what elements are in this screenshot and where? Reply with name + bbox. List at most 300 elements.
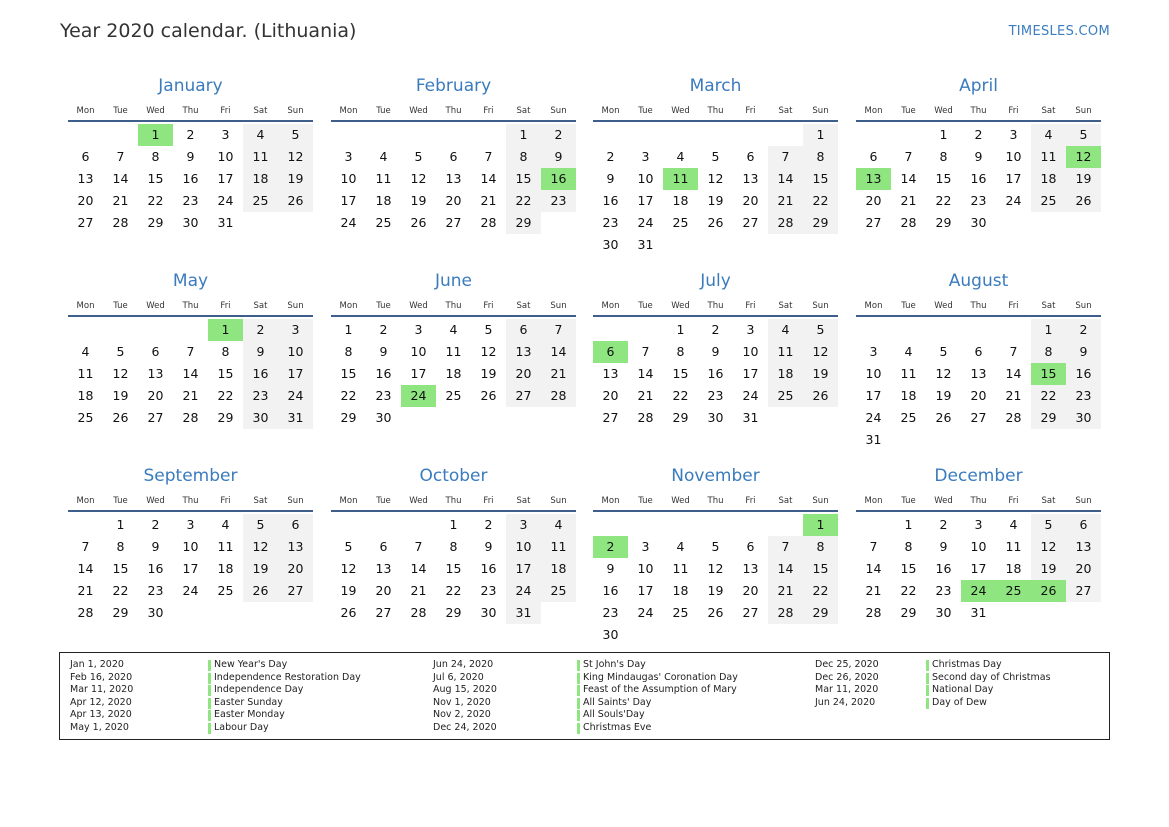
day-cell: 27 [77, 215, 94, 230]
day-cell: 22 [672, 388, 689, 403]
weekday-label: Sun [287, 496, 304, 506]
month-title: April [959, 76, 998, 96]
day-cell: 15 [803, 168, 838, 190]
day-cell: 3 [641, 149, 650, 164]
holiday-day-cell: 24 [961, 580, 996, 602]
month-title: July [700, 271, 731, 291]
day-cell: 21 [541, 363, 576, 385]
weekday-label: Sat [1041, 496, 1056, 506]
holiday-date: Mar 11, 2020 [815, 684, 879, 696]
holiday-date: May 1, 2020 [70, 722, 129, 733]
weekday-label: Tue [638, 496, 653, 506]
day-cell: 19 [112, 388, 129, 403]
day-cell: 14 [900, 171, 917, 186]
day-cell: 16 [602, 583, 619, 598]
day-cell: 19 [410, 193, 427, 208]
month-title: January [158, 76, 223, 96]
day-cell: 14 [865, 561, 882, 576]
day-cell: 24 [506, 580, 541, 602]
day-cell: 23 [480, 583, 497, 598]
holiday-name: Second day of Christmas [926, 672, 1051, 684]
day-cell: 24 [865, 410, 882, 425]
day-cell: 15 [112, 561, 129, 576]
weekday-label: Mon [339, 301, 358, 311]
day-cell: 17 [410, 366, 427, 381]
weekday-label: Fri [745, 496, 756, 506]
day-cell: 12 [707, 561, 724, 576]
weekday-label: Sat [778, 496, 793, 506]
weekday-label: Thu [707, 106, 724, 116]
holiday-date: Jul 6, 2020 [433, 671, 484, 683]
day-cell: 18 [672, 193, 689, 208]
day-cell: 9 [484, 539, 493, 554]
day-cell: 26 [243, 580, 278, 602]
day-cell: 17 [865, 388, 882, 403]
day-cell: 10 [637, 561, 654, 576]
weekday-label: Sun [1075, 106, 1092, 116]
day-cell: 2 [974, 127, 983, 142]
day-cell: 5 [344, 539, 353, 554]
holiday-name: New Year's Day [208, 659, 287, 671]
day-cell: 1 [344, 322, 353, 337]
weekday-label: Thu [182, 106, 199, 116]
day-cell: 8 [506, 146, 541, 168]
day-cell: 29 [147, 215, 164, 230]
day-cell: 29 [803, 212, 838, 234]
day-cell: 12 [340, 561, 357, 576]
day-cell: 20 [506, 363, 541, 385]
day-cell: 2 [484, 517, 493, 532]
day-cell: 1 [939, 127, 948, 142]
month-divider [331, 120, 576, 122]
weekday-label: Sun [1075, 301, 1092, 311]
holiday-date: Dec 25, 2020 [815, 659, 879, 670]
day-cell: 19 [803, 363, 838, 385]
weekday-label: Tue [113, 301, 128, 311]
day-cell: 4 [541, 514, 576, 536]
day-cell: 25 [1031, 190, 1066, 212]
day-cell: 26 [803, 385, 838, 407]
day-cell: 7 [414, 539, 423, 554]
day-cell: 22 [506, 190, 541, 212]
day-cell: 14 [1005, 366, 1022, 381]
holiday-date: Jun 24, 2020 [433, 659, 494, 670]
month-divider [68, 510, 313, 512]
day-cell: 21 [112, 193, 129, 208]
page-title: Year 2020 calendar. (Lithuania) [60, 20, 357, 42]
holiday-name: National Day [926, 684, 993, 696]
day-cell: 2 [1066, 319, 1101, 341]
day-cell: 22 [1031, 385, 1066, 407]
month-divider [68, 315, 313, 317]
day-cell: 18 [243, 168, 278, 190]
day-cell: 30 [182, 215, 199, 230]
day-cell: 6 [746, 539, 755, 554]
day-cell: 3 [278, 319, 313, 341]
holiday-name: All Saints' Day [577, 697, 651, 709]
weekday-label: Thu [970, 496, 987, 506]
day-cell: 19 [707, 583, 724, 598]
day-cell: 7 [869, 539, 878, 554]
day-cell: 7 [641, 344, 650, 359]
day-cell: 15 [900, 561, 917, 576]
month-divider [593, 120, 838, 122]
day-cell: 13 [375, 561, 392, 576]
day-cell: 21 [768, 580, 803, 602]
day-cell: 26 [340, 605, 357, 620]
holiday-day-cell: 6 [593, 341, 628, 363]
day-cell: 3 [746, 322, 755, 337]
weekday-label: Sun [812, 106, 829, 116]
day-cell: 5 [803, 319, 838, 341]
day-cell: 31 [742, 410, 759, 425]
day-cell: 7 [81, 539, 90, 554]
weekday-label: Mon [339, 106, 358, 116]
day-cell: 2 [186, 127, 195, 142]
day-cell: 27 [865, 215, 882, 230]
day-cell: 6 [379, 539, 388, 554]
day-cell: 25 [375, 215, 392, 230]
day-cell: 30 [243, 407, 278, 429]
day-cell: 18 [541, 558, 576, 580]
day-cell: 25 [672, 215, 689, 230]
day-cell: 29 [445, 605, 462, 620]
day-cell: 19 [278, 168, 313, 190]
day-cell: 13 [278, 536, 313, 558]
day-cell: 6 [974, 344, 983, 359]
day-cell: 28 [410, 605, 427, 620]
day-cell: 16 [970, 171, 987, 186]
day-cell: 5 [116, 344, 125, 359]
weekday-label: Sat [516, 301, 531, 311]
day-cell: 19 [243, 558, 278, 580]
day-cell: 18 [445, 366, 462, 381]
day-cell: 8 [344, 344, 353, 359]
day-cell: 29 [803, 602, 838, 624]
day-cell: 4 [243, 124, 278, 146]
day-cell: 7 [768, 536, 803, 558]
day-cell: 19 [480, 366, 497, 381]
day-cell: 18 [77, 388, 94, 403]
day-cell: 13 [742, 561, 759, 576]
holiday-date: Dec 26, 2020 [815, 671, 879, 683]
holiday-legend [59, 652, 1110, 740]
day-cell: 20 [742, 583, 759, 598]
day-cell: 21 [1005, 388, 1022, 403]
weekday-label: Mon [601, 301, 620, 311]
holiday-name: All Souls'Day [577, 709, 645, 721]
day-cell: 18 [375, 193, 392, 208]
holiday-name: Feast of the Assumption of Mary [577, 684, 737, 696]
day-cell: 3 [186, 517, 195, 532]
weekday-label: Sat [778, 106, 793, 116]
day-cell: 16 [935, 561, 952, 576]
day-cell: 23 [375, 388, 392, 403]
day-cell: 8 [803, 146, 838, 168]
weekday-label: Tue [638, 301, 653, 311]
weekday-label: Wed [671, 106, 690, 116]
weekday-label: Tue [901, 301, 916, 311]
weekday-label: Fri [1008, 106, 1019, 116]
holiday-day-cell: 15 [1031, 363, 1066, 385]
day-cell: 14 [637, 366, 654, 381]
day-cell: 25 [217, 583, 234, 598]
day-cell: 23 [1066, 385, 1101, 407]
day-cell: 20 [1066, 558, 1101, 580]
day-cell: 23 [541, 190, 576, 212]
weekday-label: Fri [220, 301, 231, 311]
day-cell: 27 [602, 410, 619, 425]
day-cell: 14 [410, 561, 427, 576]
holiday-date: Mar 11, 2020 [70, 684, 134, 696]
weekday-label: Thu [970, 106, 987, 116]
weekday-label: Mon [601, 106, 620, 116]
day-cell: 17 [742, 366, 759, 381]
day-cell: 21 [900, 193, 917, 208]
day-cell: 11 [900, 366, 917, 381]
day-cell: 12 [935, 366, 952, 381]
day-cell: 7 [1009, 344, 1018, 359]
day-cell: 20 [375, 583, 392, 598]
day-cell: 27 [278, 580, 313, 602]
weekday-label: Thu [707, 496, 724, 506]
day-cell: 29 [506, 212, 541, 234]
day-cell: 31 [865, 432, 882, 447]
day-cell: 7 [904, 149, 913, 164]
day-cell: 2 [939, 517, 948, 532]
day-cell: 2 [711, 322, 720, 337]
day-cell: 1 [506, 124, 541, 146]
day-cell: 13 [147, 366, 164, 381]
day-cell: 16 [1066, 363, 1101, 385]
day-cell: 7 [541, 319, 576, 341]
month-divider [593, 510, 838, 512]
day-cell: 11 [77, 366, 94, 381]
day-cell: 10 [182, 539, 199, 554]
month-title: June [434, 271, 473, 291]
day-cell: 24 [637, 215, 654, 230]
day-cell: 16 [602, 193, 619, 208]
day-cell: 18 [672, 583, 689, 598]
day-cell: 18 [768, 363, 803, 385]
day-cell: 31 [637, 237, 654, 252]
weekday-label: Sat [516, 496, 531, 506]
day-cell: 22 [147, 193, 164, 208]
day-cell: 22 [340, 388, 357, 403]
weekday-label: Mon [864, 106, 883, 116]
weekday-label: Mon [76, 301, 95, 311]
weekday-label: Tue [376, 496, 391, 506]
day-cell: 26 [1066, 190, 1101, 212]
day-cell: 27 [1066, 580, 1101, 602]
day-cell: 23 [935, 583, 952, 598]
weekday-label: Tue [638, 106, 653, 116]
day-cell: 27 [445, 215, 462, 230]
month-title: March [689, 76, 742, 96]
day-cell: 10 [340, 171, 357, 186]
holiday-date: Jan 1, 2020 [70, 659, 124, 670]
day-cell: 26 [278, 190, 313, 212]
day-cell: 26 [935, 410, 952, 425]
day-cell: 10 [865, 366, 882, 381]
day-cell: 11 [445, 344, 462, 359]
day-cell: 28 [768, 602, 803, 624]
day-cell: 24 [742, 388, 759, 403]
day-cell: 1 [676, 322, 685, 337]
weekday-label: Tue [113, 106, 128, 116]
day-cell: 12 [1031, 536, 1066, 558]
day-cell: 13 [445, 171, 462, 186]
holiday-name: Labour Day [208, 722, 269, 734]
day-cell: 4 [768, 319, 803, 341]
day-cell: 8 [676, 344, 685, 359]
weekday-label: Sun [812, 301, 829, 311]
day-cell: 23 [147, 583, 164, 598]
day-cell: 8 [151, 149, 160, 164]
day-cell: 9 [939, 539, 948, 554]
day-cell: 20 [445, 193, 462, 208]
weekday-label: Sun [550, 301, 567, 311]
day-cell: 10 [410, 344, 427, 359]
day-cell: 30 [1066, 407, 1101, 429]
weekday-label: Wed [146, 496, 165, 506]
holiday-name: Easter Monday [208, 709, 285, 721]
site-link[interactable]: TIMESLES.COM [1008, 24, 1110, 39]
day-cell: 12 [243, 536, 278, 558]
day-cell: 24 [217, 193, 234, 208]
day-cell: 18 [217, 561, 234, 576]
day-cell: 18 [1031, 168, 1066, 190]
day-cell: 5 [1066, 124, 1101, 146]
day-cell: 7 [186, 344, 195, 359]
day-cell: 24 [1005, 193, 1022, 208]
day-cell: 4 [379, 149, 388, 164]
day-cell: 16 [375, 366, 392, 381]
weekday-label: Thu [970, 301, 987, 311]
day-cell: 10 [1005, 149, 1022, 164]
day-cell: 21 [480, 193, 497, 208]
day-cell: 17 [637, 583, 654, 598]
holiday-day-cell: 2 [593, 536, 628, 558]
day-cell: 8 [221, 344, 230, 359]
day-cell: 9 [151, 539, 160, 554]
weekday-label: Thu [445, 496, 462, 506]
day-cell: 9 [541, 146, 576, 168]
day-cell: 24 [278, 385, 313, 407]
day-cell: 30 [970, 215, 987, 230]
day-cell: 28 [768, 212, 803, 234]
day-cell: 20 [147, 388, 164, 403]
day-cell: 8 [116, 539, 125, 554]
day-cell: 28 [900, 215, 917, 230]
day-cell: 13 [602, 366, 619, 381]
day-cell: 7 [484, 149, 493, 164]
day-cell: 31 [278, 407, 313, 429]
day-cell: 22 [217, 388, 234, 403]
day-cell: 19 [935, 388, 952, 403]
weekday-label: Sun [287, 106, 304, 116]
weekday-label: Sat [516, 106, 531, 116]
day-cell: 13 [970, 366, 987, 381]
day-cell: 23 [243, 385, 278, 407]
day-cell: 15 [217, 366, 234, 381]
day-cell: 12 [707, 171, 724, 186]
day-cell: 20 [865, 193, 882, 208]
day-cell: 6 [506, 319, 541, 341]
weekday-label: Tue [376, 106, 391, 116]
day-cell: 17 [637, 193, 654, 208]
weekday-label: Fri [1008, 496, 1019, 506]
day-cell: 6 [869, 149, 878, 164]
day-cell: 11 [768, 341, 803, 363]
day-cell: 6 [746, 149, 755, 164]
day-cell: 9 [186, 149, 195, 164]
weekday-label: Sat [253, 106, 268, 116]
day-cell: 2 [606, 149, 615, 164]
day-cell: 3 [414, 322, 423, 337]
day-cell: 20 [278, 558, 313, 580]
day-cell: 9 [243, 341, 278, 363]
day-cell: 17 [970, 561, 987, 576]
day-cell: 14 [182, 366, 199, 381]
day-cell: 25 [672, 605, 689, 620]
day-cell: 15 [803, 558, 838, 580]
weekday-label: Sat [1041, 301, 1056, 311]
day-cell: 26 [480, 388, 497, 403]
day-cell: 20 [970, 388, 987, 403]
day-cell: 27 [506, 385, 541, 407]
day-cell: 10 [742, 344, 759, 359]
day-cell: 26 [112, 410, 129, 425]
month-title: February [415, 76, 492, 96]
day-cell: 5 [414, 149, 423, 164]
day-cell: 8 [803, 536, 838, 558]
day-cell: 24 [340, 215, 357, 230]
holiday-day-cell: 1 [803, 514, 838, 536]
weekday-label: Sun [550, 496, 567, 506]
day-cell: 3 [1009, 127, 1018, 142]
day-cell: 8 [449, 539, 458, 554]
day-cell: 22 [935, 193, 952, 208]
day-cell: 6 [81, 149, 90, 164]
weekday-label: Tue [113, 496, 128, 506]
weekday-label: Wed [146, 301, 165, 311]
weekday-label: Wed [671, 301, 690, 311]
weekday-label: Fri [483, 301, 494, 311]
day-cell: 14 [77, 561, 94, 576]
day-cell: 21 [865, 583, 882, 598]
day-cell: 20 [742, 193, 759, 208]
holiday-name: St John's Day [577, 659, 646, 671]
holiday-name: Independence Day [208, 684, 303, 696]
day-cell: 22 [445, 583, 462, 598]
weekday-label: Sun [287, 301, 304, 311]
day-cell: 2 [243, 319, 278, 341]
day-cell: 5 [711, 539, 720, 554]
day-cell: 3 [221, 127, 230, 142]
holiday-day-cell: 26 [1031, 580, 1066, 602]
day-cell: 15 [340, 366, 357, 381]
day-cell: 19 [1031, 558, 1066, 580]
day-cell: 30 [935, 605, 952, 620]
day-cell: 19 [340, 583, 357, 598]
day-cell: 17 [182, 561, 199, 576]
day-cell: 5 [484, 322, 493, 337]
day-cell: 31 [970, 605, 987, 620]
day-cell: 21 [182, 388, 199, 403]
weekday-label: Sat [253, 496, 268, 506]
day-cell: 6 [449, 149, 458, 164]
